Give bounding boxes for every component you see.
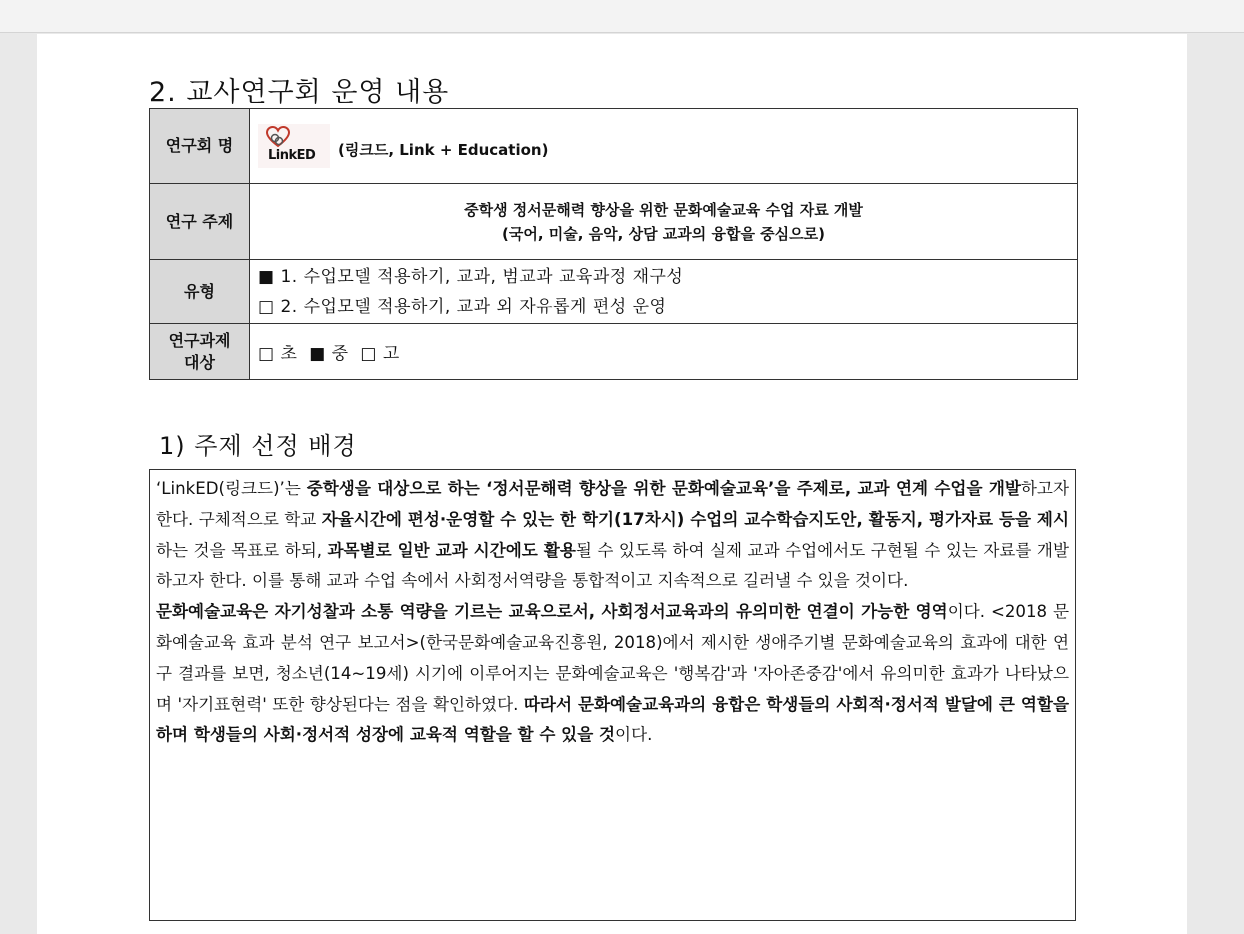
top-toolbar — [0, 0, 1244, 33]
logo-text: LinkED — [268, 148, 316, 163]
text-run: 이다. — [615, 725, 653, 745]
name-value: (링크드, Link + Education) — [338, 141, 549, 159]
table-row — [150, 260, 1078, 324]
table-row — [150, 109, 1078, 184]
linked-logo — [258, 124, 330, 168]
text-run: 과목별로 일반 교과 시간에도 활용 — [327, 540, 576, 560]
text-run: 자율시간에 편성·운영할 수 있는 한 학기(17차시) 수업의 교수학습지도안, 활동지, 평가자료 등을 제시 — [321, 509, 1069, 529]
section-title: 2. 교사연구회 운영 내용 — [149, 77, 450, 108]
background-paragraph-2 — [156, 597, 1069, 751]
type-label: 유형 — [150, 260, 250, 324]
text-run: 하는 것을 목표로 하되, — [156, 540, 328, 560]
type-option-1: ■ 1. 수업모델 적용하기, 교과, 범교과 교육과정 재구성 — [258, 266, 684, 287]
background-paragraph-1 — [156, 474, 1069, 597]
target-label-line-1: 연구과제 — [168, 330, 231, 350]
text-run: 될 수 있도록 하여 실제 교과 수업에서도 구현될 수 있는 자료를 개발하고자 한다. 이를 통해 교과 수업 속에서 사회정서역량을 통합적이고 지속적으로 길러낼 수 있을 것이다. — [156, 540, 1069, 591]
name-value-cell — [250, 109, 1078, 184]
name-label: 연구회 명 — [150, 109, 250, 184]
topic-line-1: 중학생 정서문해력 향상을 위한 문화예술교육 수업 자료 개발 — [464, 200, 863, 219]
background-title: 1) 주제 선정 배경 — [159, 432, 357, 460]
topic-label: 연구 주제 — [150, 184, 250, 260]
text-run: 하고자 한다. 구체적으로 학교 — [156, 479, 1069, 529]
table-row — [150, 324, 1078, 380]
heart-link-icon — [266, 126, 290, 148]
target-label-cell — [150, 324, 250, 380]
text-run: 따라서 문화예술교육과의 융합은 학생들의 사회적·정서적 발달에 큰 역할을 하며 학생들의 사회·정서적 성장에 교육적 역할을 할 수 있을 것 — [156, 694, 1069, 745]
target-label-line-2: 대상 — [184, 352, 215, 372]
target-value: □ 초 ■ 중 □ 고 — [250, 324, 1078, 380]
name-value-wrap — [258, 124, 548, 168]
text-run: ‘LinkED(링크드)’는 — [156, 479, 307, 498]
info-table — [149, 108, 1078, 380]
text-run: 중학생을 대상으로 하는 ‘정서문해력 향상을 위한 문화예술교육’을 주제로, 교과 연계 수업을 개발 — [306, 479, 1021, 498]
type-option-2: □ 2. 수업모델 적용하기, 교과 외 자유롭게 편성 운영 — [258, 296, 667, 317]
document-page — [37, 34, 1187, 934]
topic-line-2: (국어, 미술, 음악, 상담 교과의 융합을 중심으로) — [502, 224, 825, 243]
type-value-cell — [250, 260, 1078, 324]
background-text-box — [149, 469, 1076, 921]
topic-value-cell — [250, 184, 1078, 260]
text-run: 문화예술교육은 자기성찰과 소통 역량을 기르는 교육으로서, 사회정서교육과의 유의미한 연결이 가능한 영역 — [156, 602, 948, 622]
table-row — [150, 184, 1078, 260]
text-run: 이다. <2018 문화예술교육 효과 분석 연구 보고서>(한국문화예술교육진흥원, 2018)에서 제시한 생애주기별 문화예술교육의 효과에 대한 연구 결과를 보면, 청소년(14~19세) 시기에 이루어지는 문화예술교육은 '행복감'과 '자아존중감'에서 유의미한 효과가 나타났으며 '자기표현력' 또한 향상된다는 점을 확인하였다. — [156, 602, 1070, 714]
